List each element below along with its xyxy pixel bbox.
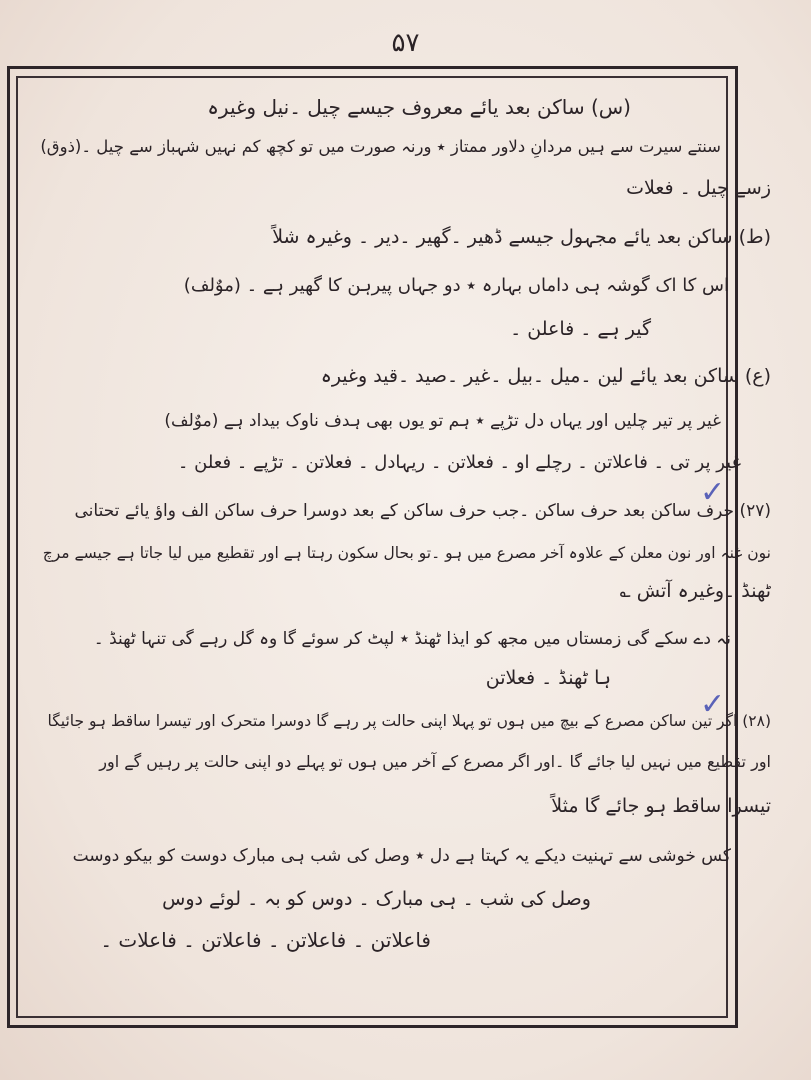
text-line-10: (۲۷) حرف ساکن بعد حرف ساکن ۔جب حرف ساکن کے بعد دوسرا حرف ساکن الف واؤ یائے تحتانی xyxy=(74,501,771,521)
text-line-20: فاعلاتن ۔ فاعلاتن ۔ فاعلاتن ۔ فاعلات ۔ xyxy=(100,928,431,952)
text-line-7: (ع) ساکن بعد یائے لین ۔میل ۔بیل ۔غیر ۔صید ۔قید وغیرہ xyxy=(320,365,771,387)
page-number: ۵۷ xyxy=(391,28,420,58)
text-line-2: سنتے سیرت سے ہیں مردانِ دلاور ممتاز ٭ ورنہ صورت میں تو کچھ کم نہیں شہباز سے چیل ۔(ذوق) xyxy=(40,137,721,156)
text-line-11: نون غنہ اور نون معلن کے علاوہ آخر مصرع میں ہو ۔تو بحال سکون رہتا ہے اور تقطیع میں لیا جاتا ہے جیسے مرچ xyxy=(42,544,771,562)
text-line-8: غیر پر تیر چلیں اور یہاں دل تڑپے ٭ ہم تو یوں بھی ہدف ناوک بیداد ہے (موٌلف) xyxy=(164,411,721,431)
text-line-19: وصل کی شب ۔ ہی مبارک ۔ دوس کو بہ ۔ لوئے دوس xyxy=(162,888,591,910)
text-line-6: گیر ہے ۔ فاعلن ۔ xyxy=(510,318,651,340)
text-line-15: (۲۸) اگر تین ساکن مصرع کے بیچ میں ہوں تو پہلا اپنی حالت پر رہے گا دوسرا متحرک اور تیسرا ساقط ہو جائیگا xyxy=(47,712,771,730)
text-line-14: ہا ٹھنڈ ۔ فعلاتن xyxy=(485,667,611,689)
text-line-4: (ط) ساکن بعد یائے مجہول جیسے ڈھیر ۔گھیر ۔دیر ۔ وغیرہ شلاً xyxy=(272,226,771,248)
text-line-9: غیر پر تی ۔ فاعلاتن ۔ رچلے او ۔ فعلاتن ۔ ریہادل ۔ فعلاتن ۔ تڑپے ۔ فعلن ۔ xyxy=(177,452,741,473)
text-line-13: نہ دے سکے گی زمستاں میں مجھ کو ایذا ٹھنڈ ٭ لپٹ کر سوئے گا وہ گل رہے گی تنہا ٹھنڈ ۔ xyxy=(93,629,731,649)
text-line-17: تیسرا ساقط ہو جائے گا مثلاً xyxy=(551,795,771,817)
text-line-18: کس خوشی سے تہنیت دیکے یہ کہتا ہے دل ٭ وصل کی شب ہی مبارک دوست کو بیکو دوست xyxy=(72,846,731,866)
text-line-16: اور تقطیع میں نہیں لیا جائے گا ۔اور اگر مصرع کے آخر میں ہوں تو پہلے دو اپنی حالت پر رہیں گے اور xyxy=(99,752,771,771)
text-line-12: ٹھنڈ ۔وغیرہ آتش ؎ xyxy=(619,580,771,602)
text-line-1: (س) ساکن بعد یائے معروف جیسے چیل ۔نیل وغیرہ xyxy=(207,95,631,119)
text-line-3: زسے چیل ۔ فعلات xyxy=(626,177,771,199)
checkmark-icon: ✓ xyxy=(700,475,726,510)
text-line-5: اس کا اک گوشہ ہی داماں بہارہ ٭ دو جہاں پیرہن کا گھیر ہے ۔ (موٌلف) xyxy=(183,275,729,296)
checkmark-icon: ✓ xyxy=(700,687,726,722)
